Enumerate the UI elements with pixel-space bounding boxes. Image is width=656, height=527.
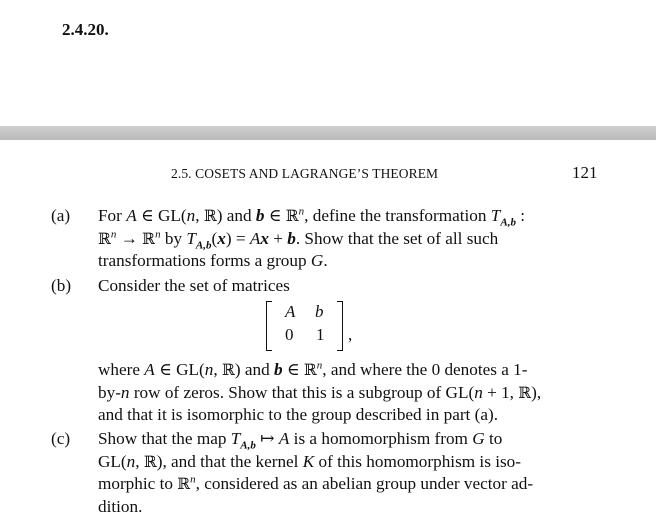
part-b [51,275,603,298]
part-c [51,428,603,518]
part-a-line-1: For A ∈ GL(n, ℝ) and b ∈ ℝ$^n$, define the transformation $T_{A,b}$ : [98,205,526,229]
part-b-body [98,359,603,427]
matrix-cell-a12: b [315,302,324,321]
matrix-cell-a11: A [285,302,296,321]
part-c-label: (c) [51,429,71,448]
part-c-line-2: GL(n, ℝ), and that the kernel K of this homomorphism is iso- [98,451,521,471]
part-a-line-3: transformations forms a group G. [98,251,328,270]
part-a [51,205,603,273]
matrix-comma: , [348,325,353,344]
matrix-cell-a22: 1 [316,325,325,344]
matrix-right-bracket [337,301,343,351]
part-b-label: (b) [51,276,72,295]
part-b-line-4: and that it is isomorphic to the group described in part (a). [98,405,498,424]
part-a-line-2: ℝ$^n$ → ℝ$^n$ by $T_{A,b}(x) = Ax + b$. Show that the set of all such [98,227,499,251]
part-c-line-3: morphic to ℝ$^n$, considered as an abelian group under vector ad- [98,473,534,493]
page-divider [0,126,656,140]
part-b-line-3: by-n row of zeros. Show that this is a subgroup of GL(n + 1, ℝ), [98,382,542,402]
page-number: 121 [572,163,598,182]
matrix-cell-a21: 0 [285,325,294,344]
block-matrix [266,301,356,357]
matrix-left-bracket [266,301,272,351]
part-c-line-1: Show that the map $T_{A,b}$ ↦ A is a homomorphism from G to [98,429,503,452]
part-a-label: (a) [51,206,71,225]
part-c-line-4: dition. [98,496,143,516]
part-b-line-2: where A ∈ GL(n, ℝ) and b ∈ ℝ$^n$, and where the 0 denotes a 1- [98,359,528,379]
running-header: 2.5. COSETS AND LAGRANGE’S THEOREM [171,166,439,181]
exercise-number: 2.4.20. [62,20,109,39]
part-b-intro: Consider the set of matrices [98,276,290,295]
